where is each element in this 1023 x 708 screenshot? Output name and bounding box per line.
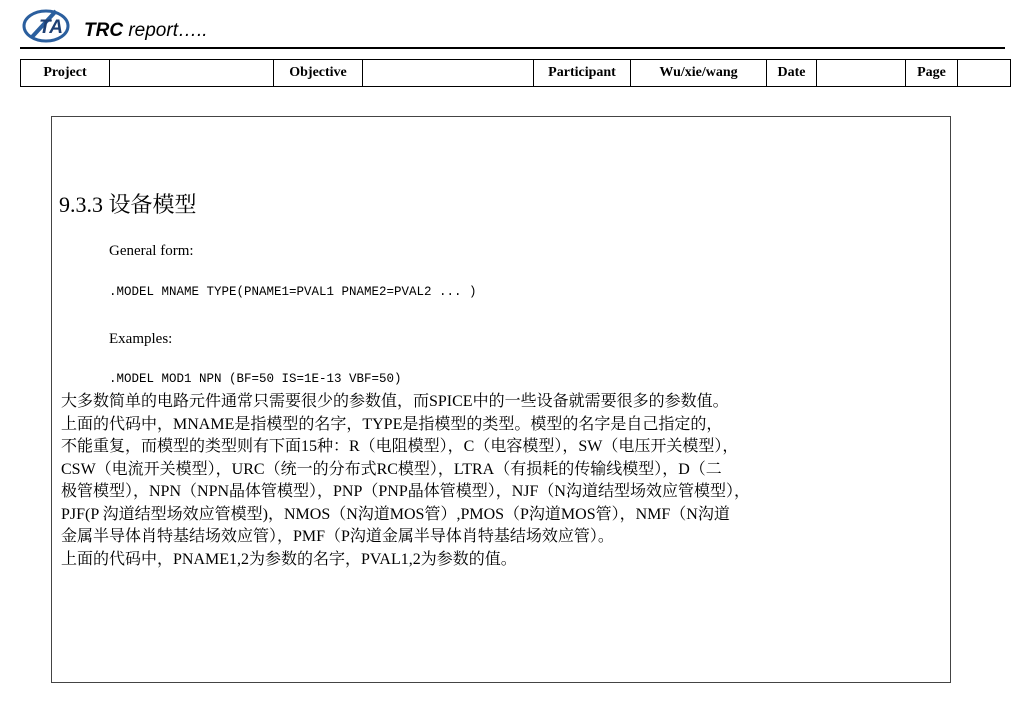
description-paragraph: [61, 391, 931, 571]
report-title-rest: report…..: [123, 20, 208, 41]
example-code: .MODEL MOD1 NPN (BF=50 IS=1E-13 VBF=50): [109, 372, 402, 386]
date-value: [817, 60, 906, 87]
paragraph-line: 金属半导体肖特基结场效应管），PMF（P沟道金属半导体肖特基结场效应管）。: [61, 528, 614, 545]
paragraph-line: PJF(P 沟道结型场效应管模型)，NMOS（N沟道MOS管）,PMOS（P沟道MOS管），NMF（N沟道: [61, 505, 730, 523]
paragraph-line: 大多数简单的电路元件通常只需要很少的参数值，而SPICE中的一些设备就需要很多的参数值。: [61, 393, 729, 410]
header-rule: [20, 47, 1005, 49]
report-title: [84, 20, 208, 42]
paragraph-line: 上面的代码中，MNAME是指模型的名字，TYPE是指模型的类型。模型的名字是自己指定的，: [61, 415, 723, 433]
page-value: [958, 60, 1011, 87]
meta-table: [20, 59, 1011, 87]
section-heading: 9.3.3 设备模型: [59, 192, 197, 217]
general-form-label: General form:: [109, 243, 194, 259]
paragraph-line: 极管模型），NPN（NPN晶体管模型），PNP（PNP晶体管模型），NJF（N沟道结型场效应管模型），: [61, 483, 750, 500]
report-title-bold: TRC: [84, 20, 124, 41]
paragraph-line: CSW（电流开关模型），URC（统一的分布式RC模型），LTRA（有损耗的传输线模型），D（二: [61, 460, 722, 478]
objective-label: Objective: [274, 60, 363, 87]
general-form-code: .MODEL MNAME TYPE(PNAME1=PVAL1 PNAME2=PVAL2 ... ): [109, 285, 477, 299]
participant-label: Participant: [534, 60, 631, 87]
paragraph-line: 不能重复，而模型的类型则有下面15种：R（电阻模型），C（电容模型），SW（电压开关模型），: [61, 438, 739, 455]
svg-text:TA: TA: [39, 17, 63, 38]
company-logo: [22, 5, 74, 45]
project-value: [110, 60, 274, 87]
date-label: Date: [767, 60, 817, 87]
paragraph-line: 上面的代码中，PNAME1,2为参数的名字，PVAL1,2为参数的值。: [61, 550, 517, 568]
participant-value: Wu/xie/wang: [631, 60, 767, 87]
objective-value: [363, 60, 534, 87]
project-label: Project: [21, 60, 110, 87]
page-label: Page: [906, 60, 958, 87]
examples-label: Examples:: [109, 331, 173, 347]
